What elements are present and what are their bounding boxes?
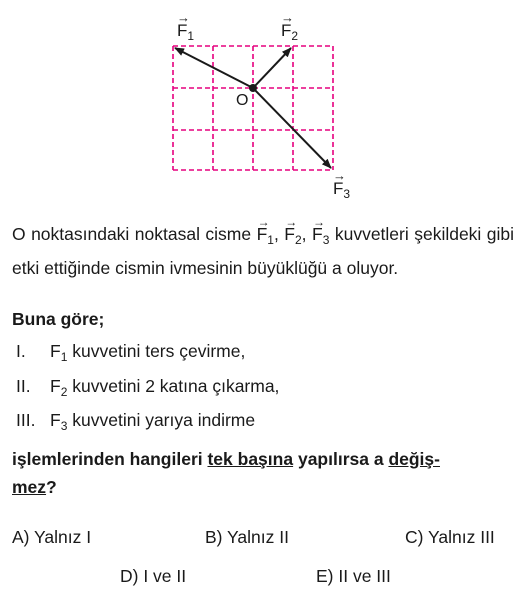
origin-point xyxy=(249,84,257,92)
question-stem: O noktasındaki noktasal cisme → $F_1$, → $F_2$, → $F_3$ kuvvetleri şekildeki gibi etki ettiğinde cismin ivmesinin büyüklüğü a oluyor. xyxy=(12,220,514,282)
vector-f3-label: → $F_3$ xyxy=(333,168,351,201)
option-e[interactable]: E) II ve III xyxy=(316,566,391,586)
vector-f1-arrow xyxy=(175,48,253,88)
vector-f3-arrow xyxy=(253,88,331,168)
question-lead: Buna göre; xyxy=(12,309,105,329)
dashed-grid xyxy=(173,46,333,170)
statement-3: III. $F_3$ kuvvetini yarıya indirme xyxy=(16,410,256,433)
option-b[interactable]: B) Yalnız II xyxy=(205,527,289,547)
option-a[interactable]: A) Yalnız I xyxy=(12,527,92,547)
vector-f1-label: → $F_1$ xyxy=(177,10,195,43)
question-prompt: işlemlerinden hangileri tek başına yapılırsa a değiş- mez? xyxy=(12,449,440,497)
option-c[interactable]: C) Yalnız III xyxy=(405,527,495,547)
vector-f2-label: → $F_2$ xyxy=(281,10,299,43)
statement-2: II. $F_2$ kuvvetini 2 katına çıkarma, xyxy=(16,376,280,399)
force-diagram xyxy=(0,0,526,215)
statement-1: I. $F_1$ kuvvetini ters çevirme, xyxy=(16,341,246,364)
option-d[interactable]: D) I ve II xyxy=(120,566,187,586)
origin-label: O xyxy=(236,92,249,109)
vector-f2-arrow xyxy=(253,48,291,88)
